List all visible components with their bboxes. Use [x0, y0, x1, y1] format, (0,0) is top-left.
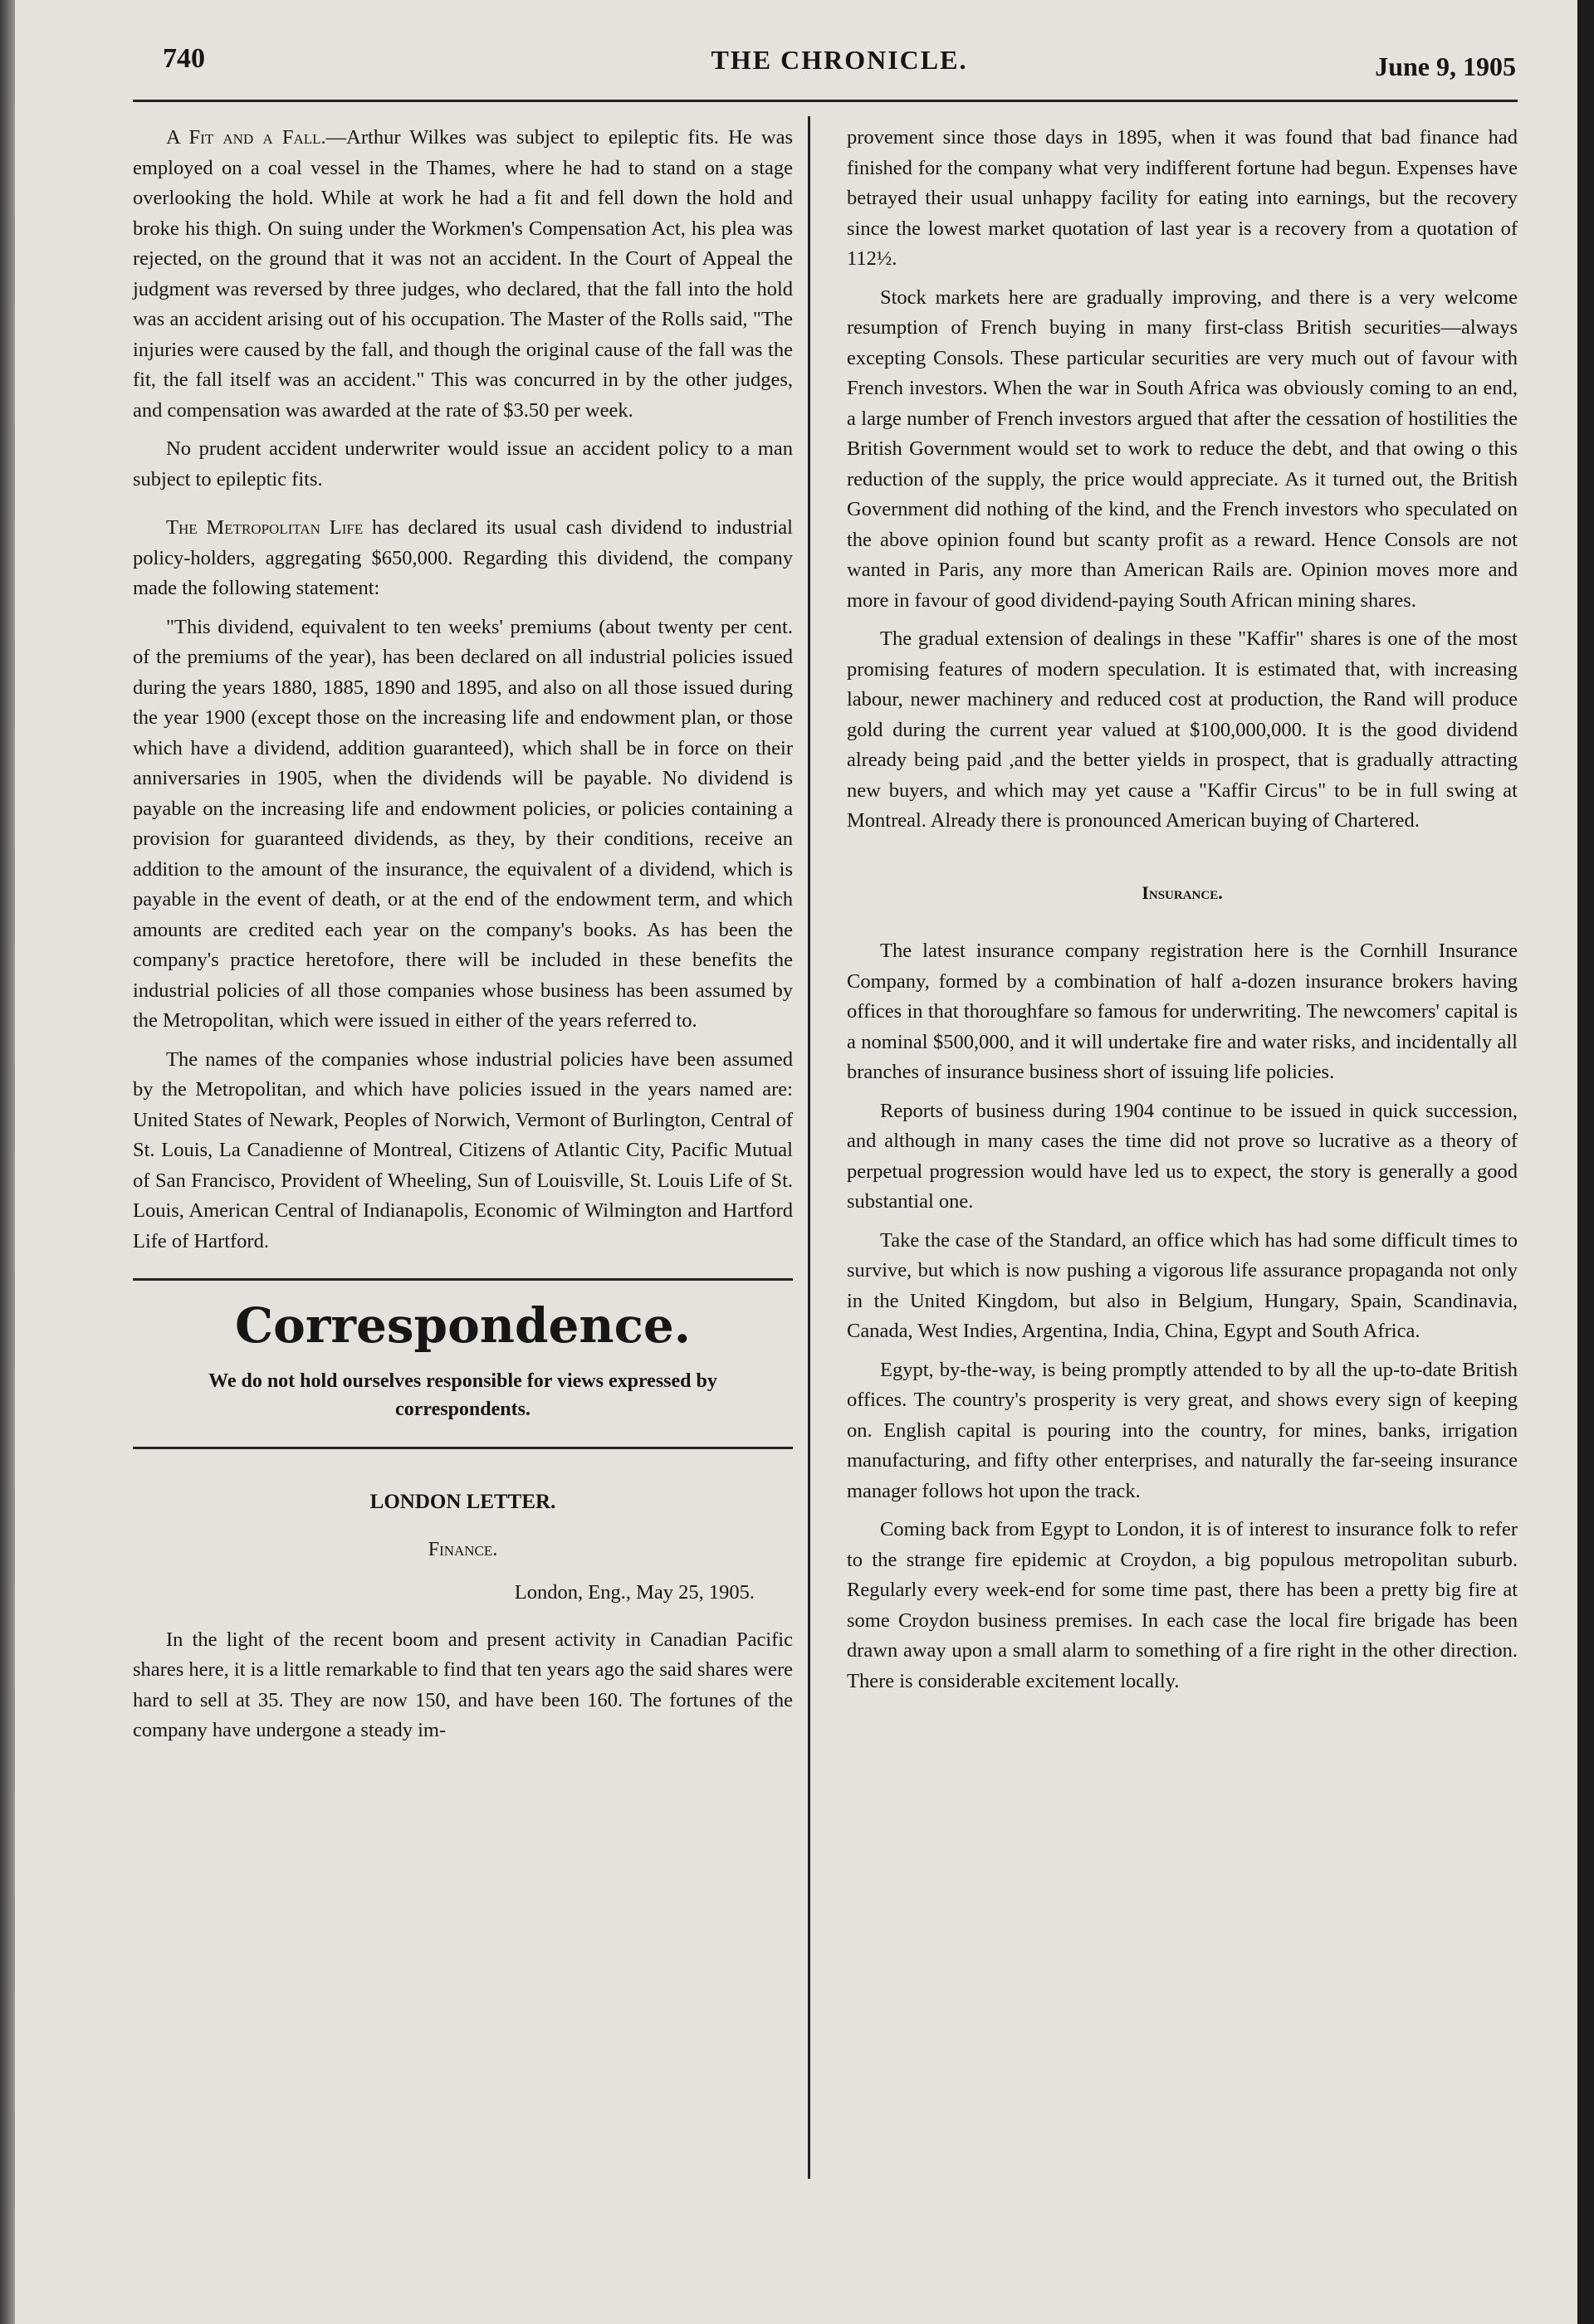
article-fit-fall-p2: No prudent accident underwriter would issue an accident policy to a man subject to epileptic fits. [133, 437, 793, 491]
insurance-p4: Egypt, by-the-way, is being promptly attended to by all the up-to-date British offices. The country's prosperity is very great, and shows every sign of keeping on. English capital is pouring into the country, for mines, banks, irrigation manufacturing, and fifty other enterprises, and naturally the far-seeing insurance manager follows hot upon the track. [847, 1358, 1518, 1502]
london-letter-p1: In the light of the recent boom and present activity in Canadian Pacific shares here, it is a little remarkable to find that ten years ago the said shares were hard to sell at 35. They are now 150, and have been 160. The fortunes of the company have undergone a steady im- [133, 1628, 793, 1741]
insurance-p1: The latest insurance company registration here is the Cornhill Insurance Company, formed by a combination of half a-dozen insurance brokers having offices in that thoroughfare so famous for underwriting. The newcomers' capital is a nominal $500,000, and it will undertake fire and water risks, and incidentally all branches of insurance business short of issuing life policies. [847, 940, 1518, 1083]
correspondence-disclaimer: We do not hold ourselves responsible for views expressed by correspondents. [208, 1370, 717, 1420]
london-letter-heading: LONDON LETTER. [369, 1491, 556, 1513]
right-column [847, 123, 1518, 1705]
correspondence-heading: Correspondence. [235, 1297, 691, 1354]
running-title: THE CHRONICLE. [711, 45, 968, 75]
article-metropolitan-lead: The Metropolitan Life [166, 516, 364, 539]
article-metropolitan-p1 [133, 513, 793, 604]
finance-continued-p1: provement since those days in 1895, when it was found that bad finance had finished for the company what very indifferent fortune had begun. Expenses have betrayed their usual unhappy facility for eating into earnings, but the recovery since the lowest market quotation of last year is a recovery from a quotation of 112½. [847, 126, 1518, 270]
left-column [133, 123, 793, 1755]
article-metropolitan-p2: "This dividend, equivalent to ten weeks' premiums (about twenty per cent. of the premiums of the year), has been declared on all industrial policies issued during the years 1880, 1885, 1890 and 1895, and also on all those issued during the year 1900 (except those on the increasing life and endowment plan, or those which have a dividend, addition guaranteed), which shall be in force on their anniversaries in 1905, when the dividends will be payable. No dividend is payable on the increasing life and endowment policies, or policies containing a provision for guaranteed dividends, as they, by their conditions, receive an addition to the amount of the insurance, the equivalent of a dividend, which is payable in the event of death, or at the end of the endowment term, and which amounts are credited each year on the company's books. As has been the company's practice heretofore, there will be included in these benefits the industrial policies of all those companies whose business has been assumed by the Metropolitan, which were issued in either of the years referred to. [133, 615, 793, 1032]
finance-subheading: Finance. [428, 1538, 498, 1560]
article-fit-fall-p1 [133, 123, 793, 426]
finance-p3: The gradual extension of dealings in these "Kaffir" shares is one of the most promising features of modern speculation. It is estimated that, with increasing labour, newer machinery and reduced cost at production, the Rand will produce gold during the current year valued at $100,000,000. It is the good dividend already being paid ,and the better yields in prospect, that is gradually attracting new buyers, and which may yet cause a "Kaffir Circus" to be in full swing at Montreal. Already there is pronounced American buying of Chartered. [847, 627, 1518, 832]
finance-p2: Stock markets here are gradually improving, and there is a very welcome resumption of French buying in many first-class British securities—always excepting Consols. These particular securities are very much out of favour with French investors. When the war in South Africa was obviously coming to an end, a large number of French investors argued that after the cessation of hostilities the British Government would set to work to reduce the debt, and that owing o this reduction of the supply, the price would appreciate. As it turned out, the British Government did nothing of the kind, and the French investors who speculated on the above opinion found but scanty profit as a reward. Hence Consols are not wanted in Paris, any more than American Rails are. Opinion moves more and more in favour of good dividend-paying South African mining shares. [847, 286, 1518, 612]
insurance-p2: Reports of business during 1904 continue to be issued in quick succession, and although in many cases the time did not prove so lucrative as a theory of perpetual progression would have led us to expect, the story is generally a good substantial one. [847, 1099, 1518, 1213]
letter-dateline: London, Eng., May 25, 1905. [514, 1581, 755, 1604]
page-binding-shadow [0, 0, 15, 2324]
page-header [163, 43, 1516, 93]
article-fit-fall-body: —Arthur Wilkes was subject to epileptic fits. He was employed on a coal vessel in the Thames, where he had to stand on a stage overlooking the hold. While at work he had a fit and fell down the hold and broke his thigh. On suing under the Workmen's Compensation Act, his plea was rejected, on the ground that it was not an accident. In the Court of Appeal the judgment was reversed by three judges, who declared, that the fall into the hold was an accident arising out of his occupation. The Master of the Rolls said, "The injuries were caused by the fall, and though the original cause of the fall was the fit, the fall itself was an accident." This was concurred in by the other judges, and compensation was awarded at the rate of $3.50 per week. [133, 126, 793, 422]
insurance-p3: Take the case of the Standard, an office which has had some difficult times to survive, but which is now pushing a vigorous life assurance propaganda not only in the United Kingdom, but also in Belgium, Hungary, Spain, Scandinavia, Canada, West Indies, Argentina, India, China, Egypt and South Africa. [847, 1228, 1518, 1342]
section-rule-top [133, 1278, 793, 1281]
issue-date: June 9, 1905 [1375, 51, 1516, 81]
section-rule-bottom [133, 1447, 793, 1449]
column-rule [808, 116, 810, 2179]
insurance-p5: Coming back from Egypt to London, it is of interest to insurance folk to refer to the strange fire epidemic at Croydon, a big populous metropolitan suburb. Regularly every week-end for some time past, there has been a pretty big fire at some Croydon business premises. In each case the local fire brigade has been drawn away upon a small alarm to something of a fire right in the other direction. There is considerable excitement locally. [847, 1518, 1518, 1692]
insurance-subheading: Insurance. [1142, 881, 1223, 903]
article-fit-fall-lead: A Fit and a Fall. [166, 126, 326, 149]
article-metropolitan-p3: The names of the companies whose industrial policies have been assumed by the Metropolitan, and which have policies issued in the years named are: United States of Newark, Peoples of Norwich, Vermont of Burlington, Central of St. Louis, La Canadienne of Montreal, Citizens of Atlantic City, Pacific Mutual of San Francisco, Provident of Wheeling, Sun of Louisville, St. Louis Life of St. Louis, American Central of Indianapolis, Economic of Wilmington and Hartford Life of Hartford. [133, 1047, 793, 1252]
article-metropolitan-body: has declared its usual cash dividend to industrial policy-holders, aggregating $650,000. Regarding this dividend, the company made the following statement: [133, 516, 793, 599]
header-rule [133, 100, 1518, 102]
page-number: 740 [163, 43, 205, 74]
